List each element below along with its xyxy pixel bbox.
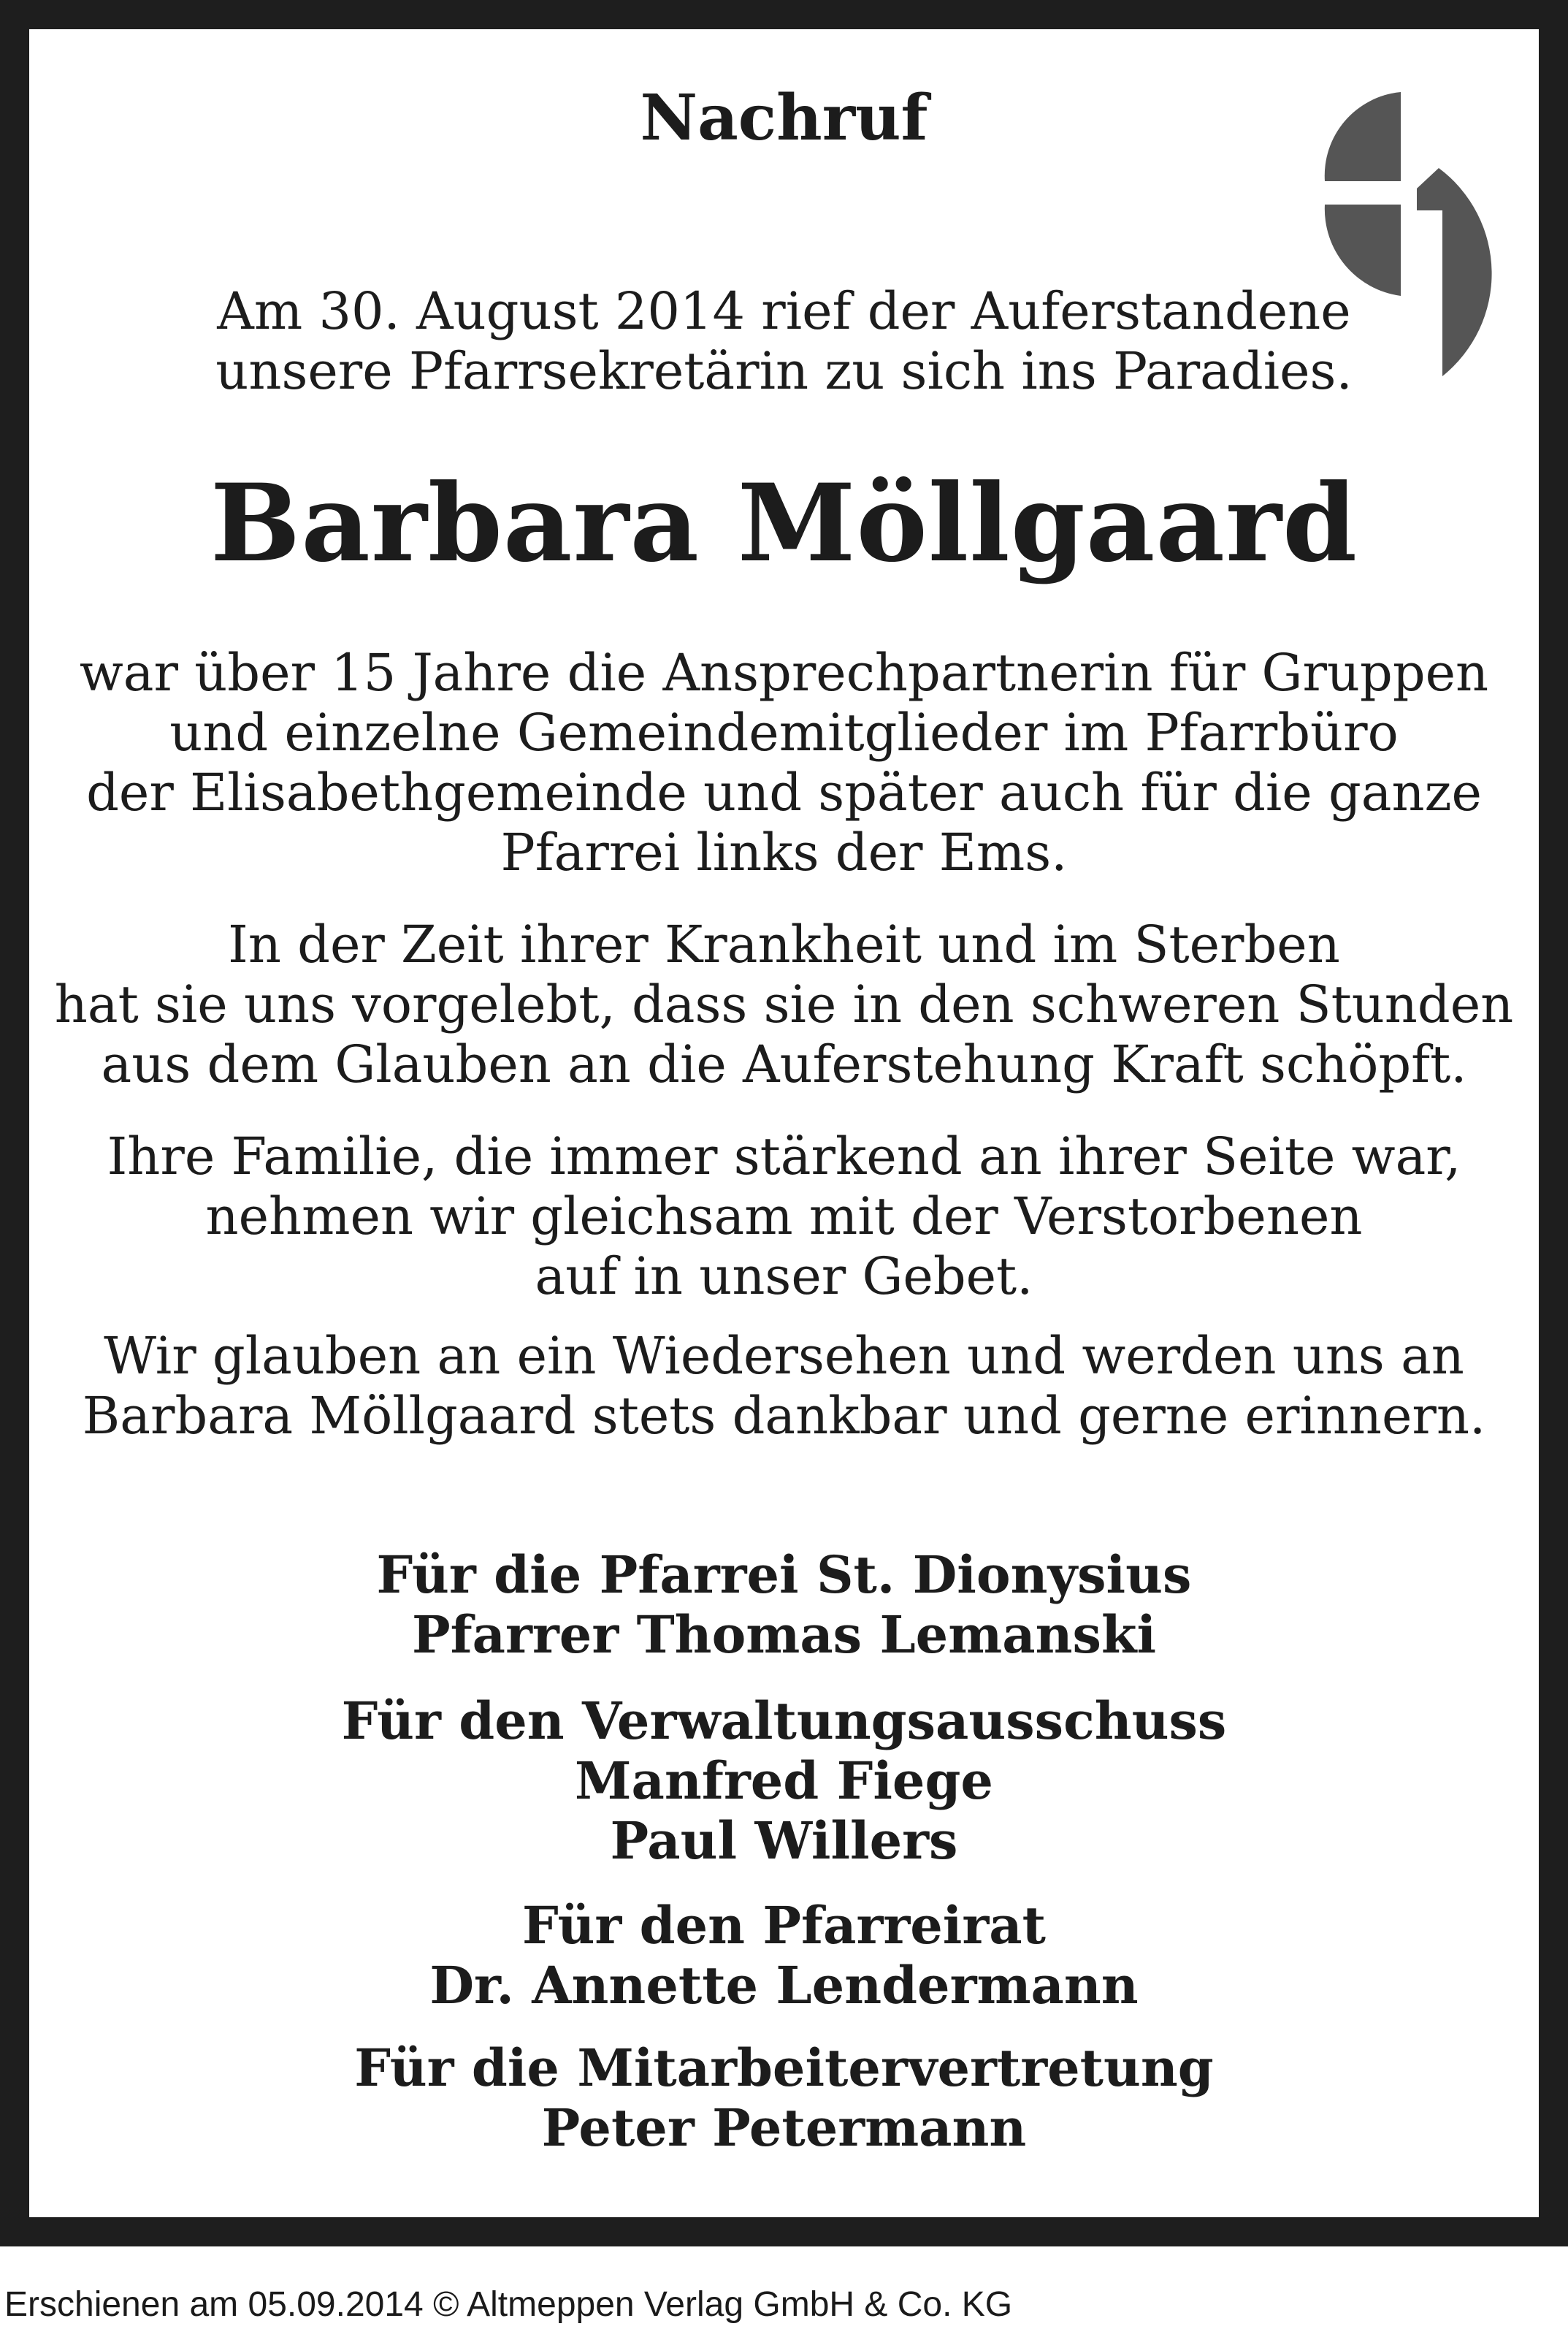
paragraph-line: hat sie uns vorgelebt, dass sie in den schweren Stunden	[54, 975, 1514, 1034]
paragraph-line: Ihre Familie, die immer stärkend an ihrer Seite war,	[107, 1127, 1461, 1186]
signature-line: Pfarrer Thomas Lemanski	[411, 1604, 1157, 1665]
signature-line: Peter Petermann	[541, 2097, 1027, 2158]
signature-parish	[29, 1545, 1539, 1665]
paragraph-line: auf in unser Gebet.	[535, 1246, 1033, 1306]
paragraph-line: In der Zeit ihrer Krankheit und im Sterben	[228, 915, 1340, 975]
publication-footer: Erschienen am 05.09.2014 © Altmeppen Verlag GmbH & Co. KG	[4, 2285, 1013, 2324]
paragraph-line: aus dem Glauben an die Auferstehung Kraft schöpft.	[101, 1034, 1467, 1094]
intro-line: unsere Pfarrsekretärin zu sich ins Paradies.	[215, 341, 1353, 401]
signature-line: Für den Verwaltungsausschuss	[341, 1690, 1227, 1751]
intro-text	[29, 281, 1539, 401]
paragraph-illness	[29, 915, 1539, 1094]
paragraph-service	[29, 643, 1539, 883]
signature-line: Für die Mitarbeitervertretung	[354, 2038, 1214, 2098]
paragraph-remembrance	[29, 1326, 1539, 1446]
notice-heading	[29, 82, 1539, 155]
intro-line: Am 30. August 2014 rief der Auferstandene	[217, 281, 1351, 341]
paragraph-line: Barbara Möllgaard stets dankbar und gerne erinnern.	[82, 1386, 1486, 1446]
signature-line: Für den Pfarreirat	[522, 1895, 1046, 1956]
deceased-name-text: Barbara Möllgaard	[210, 461, 1358, 586]
paragraph-line: der Elisabethgemeinde und später auch für die ganze	[86, 763, 1482, 823]
paragraph-family	[29, 1127, 1539, 1306]
paragraph-line: Wir glauben an ein Wiedersehen und werden uns an	[104, 1326, 1464, 1386]
signature-council	[29, 1896, 1539, 2016]
signature-line: Für die Pfarrei St. Dionysius	[376, 1544, 1192, 1605]
paragraph-line: war über 15 Jahre die Ansprechpartnerin für Gruppen	[79, 643, 1489, 703]
paragraph-line: Pfarrei links der Ems.	[500, 823, 1068, 883]
paragraph-line: nehmen wir gleichsam mit der Verstorbenen	[205, 1186, 1363, 1246]
deceased-name	[29, 462, 1539, 586]
signature-administration	[29, 1691, 1539, 1871]
signature-line: Paul Willers	[610, 1810, 958, 1871]
signature-line: Manfred Fiege	[575, 1750, 993, 1811]
signature-staff	[29, 2038, 1539, 2158]
notice-panel	[29, 29, 1539, 2217]
signature-line: Dr. Annette Lendermann	[429, 1955, 1139, 2016]
paragraph-line: und einzelne Gemeindemitglieder im Pfarrbüro	[169, 703, 1399, 763]
heading-text: Nachruf	[640, 81, 928, 155]
